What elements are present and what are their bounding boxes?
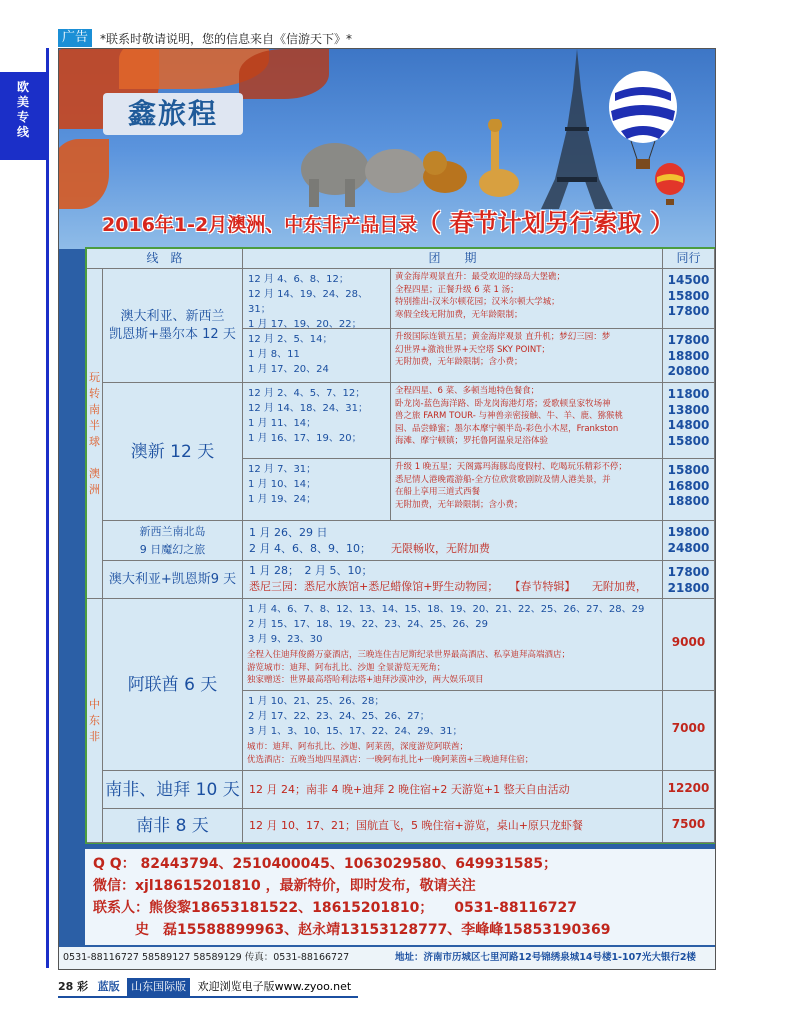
wechat-id: 微信：xjl18615201810 ，最新特价，即时发布，敬请关注 [93,878,476,894]
small-balloon-icon [653,163,687,209]
price-list: 17800 21800 [663,561,715,599]
group-dates [243,521,663,561]
footer-bar [59,947,716,969]
tour-features: 升级 1 晚五星；天阁露玛海豚岛度假村、吃喝玩乐精彩不停； 悉尼情人港晚霞游船-全方位欣赏歌剧院及情人港美景，并 在船上享用三道式西餐 无附加费，无年龄限制；含小费； [391,459,663,521]
ad-label: 广告 [58,29,92,47]
feature-text: 悉尼三园：悉尼水族馆+悉尼蜡像馆+野生动物园； [249,580,493,593]
brand-logo: 鑫旅程 [103,93,243,135]
footer-phones: 0531-88116727 58589127 58589129 传真：0531-88166727 [63,952,350,963]
qq-numbers: Q Q： 82443794、2510400045、1063029580、649931585； [93,856,557,872]
ad-strip [0,28,800,48]
group-dates: 12 月 7、31； 1 月 10、14； 1 月 19、24； [243,459,391,521]
group-dates [243,561,663,599]
contact-person-2: 史 磊15588899963、赵永靖13153128777、李峰峰15853190369 [93,922,611,938]
catalog-title-main: 2016年1-2月澳洲、中东非产品目录 [102,214,418,236]
catalog-title-highlight: （ 春节计划另行索取 ） [417,209,674,237]
header-group-dates: 团 期 [243,249,663,269]
footer-address: 地址：济南市历城区七里河路12号锦绣泉城14号楼1-107光大银行2楼 [395,952,696,963]
tour-features: 城市：迪拜、阿布扎比、沙迦、阿莱茵，深度游览阿联酋； 优选酒店：五晚当地四星酒店：一晚阿布扎比+一晚阿莱茵+三晚迪拜住宿； [247,742,534,765]
page-number: 28 彩 [58,980,89,993]
group-dates [243,599,663,691]
region-australia: 玩 转 南 半 球 澳 洲 [87,269,103,599]
contact-info [85,849,716,945]
side-divider [46,48,49,968]
tour-note: 无限畅收，无附加费 [390,542,490,555]
route-nz-9: 新西兰南北岛 9 日魔幻之旅 [103,521,243,561]
price-list: 11800 13800 14800 15800 [663,383,715,459]
dates-text: 1 月 10、21、25、26、28； 2 月 17、22、23、24、25、26、27； 3 月 1、3、10、15、17、22、24、29、31； [248,696,463,737]
spring-festival-tag: 【春节特辑】 [514,580,570,593]
route-sa-dubai-10: 南非、迪拜 10 天 [103,771,243,809]
group-dates: 12 月 10、17、21；国航直飞，5 晚住宿+游览，桌山+原只龙虾餐 [243,809,663,843]
price-list: 15800 16800 18800 [663,459,715,521]
autumn-leaf-decoration [239,49,329,99]
route-aus-cairns-9: 澳大利亚+凯恩斯9 天 [103,561,243,599]
category-tab: 欧 美 专 线 [0,72,46,160]
route-sa-8: 南非 8 天 [103,809,243,843]
tour-features: 全程四星、6 菜、多顿当地特色餐食； 卧龙岗-蓝色海洋路、卧龙岗海港灯塔；爱歌顿皇家牧场神 兽之旅 FARM TOUR- 与神兽亲密接触、牛、羊、鹿、猕猴桃 园、品尝蜂蜜；墨尔本摩宁顿半岛-彩色小木屋，Frankston 海滩、摩宁顿镇；罗托鲁阿温泉足浴体验 [391,383,663,459]
tour-features: 升级国际连锁五星；黄金海岸观景 直升机；梦幻三园：梦 幻世界+激浪世界+天空塔 SKY POINT； 无附加费，无年龄限制；含小费； [391,329,663,383]
product-table [85,247,716,844]
route-uae-6: 阿联酋 6 天 [103,599,243,771]
website-text: 欢迎浏览电子版www.zyoo.net [197,980,352,993]
group-dates: 12 月 4、6、8、12； 12 月 14、19、24、28、31； 1 月 17、19、20、22； [243,269,391,329]
hero-banner [59,49,716,249]
group-dates [243,691,663,771]
tour-features: 黄金海岸观景直升：最受欢迎的绿岛大堡礁； 全程四星；正餐升级 6 菜 1 汤； 特别推出-汉米尔顿花园；汉米尔顿大学城； 寒假全线无附加费，无年龄限制； [391,269,663,329]
ad-note: *联系时敬请说明，您的信息来自《信游天下》* [100,32,353,46]
price-list: 7500 [663,809,715,843]
header-price: 同行 [663,249,715,269]
route-aus-nz-12: 澳大利亚、新西兰 凯恩斯+墨尔本 12 天 [103,269,243,383]
tour-features [249,579,656,595]
route-aus-nz-12-b: 澳新 12 天 [103,383,243,521]
dates-text: 1 月 28； 2 月 5、10； [249,564,373,577]
group-dates: 12 月 24；南非 4 晚+迪拜 2 晚住宿+2 天游览+1 整天自由活动 [243,771,663,809]
advertisement-panel [58,48,716,970]
page-footer [58,978,351,996]
autumn-leaf-decoration [59,139,109,209]
price-list: 9000 [663,599,715,691]
price-list: 14500 15800 17800 [663,269,715,329]
footer-rule [58,996,358,998]
region-middle-east-africa: 中 东 非 [87,599,103,843]
dates-text: 1 月 4、6、7、8、12、13、14、15、18、19、20、21、22、25、26、27、28、29 2 月 15、17、18、19、22、23、24、25、26、29 3 月 9、23、30 [248,604,645,645]
catalog-title [59,205,716,241]
contact-person-1: 联系人：熊俊黎18653181522、18615201810； 0531-88116727 [93,900,578,916]
price-list: 12200 [663,771,715,809]
edition-tag: 山东国际版 [127,978,190,996]
feature-note: 无附加费， [591,580,647,593]
group-dates: 12 月 2、4、5、7、12； 12 月 14、18、24、31； 1 月 11、14； 1 月 16、17、19、20； [243,383,391,459]
tour-features: 全程入住迪拜俊爵万豪酒店，三晚连住吉尼斯纪录世界最高酒店、私享迪拜高端酒店； 游览城市：迪拜、阿布扎比、沙迦 全景游览无死角； 独家赠送：世界最高塔哈利法塔+迪拜沙漠冲沙，两大娱乐项目 [247,650,571,685]
price-list: 7000 [663,691,715,771]
price-list: 17800 18800 20800 [663,329,715,383]
safari-animals-illustration [295,119,535,209]
edition-label: 蓝版 [97,980,120,993]
hot-air-balloon-icon [605,71,681,171]
group-dates: 12 月 2、5、14； 1 月 8、11 1 月 17、20、24 [243,329,391,383]
price-list: 19800 24800 [663,521,715,561]
dates-text: 1 月 26、29 日 2 月 4、6、8、9、10； [249,526,371,555]
header-route: 线 路 [87,249,243,269]
